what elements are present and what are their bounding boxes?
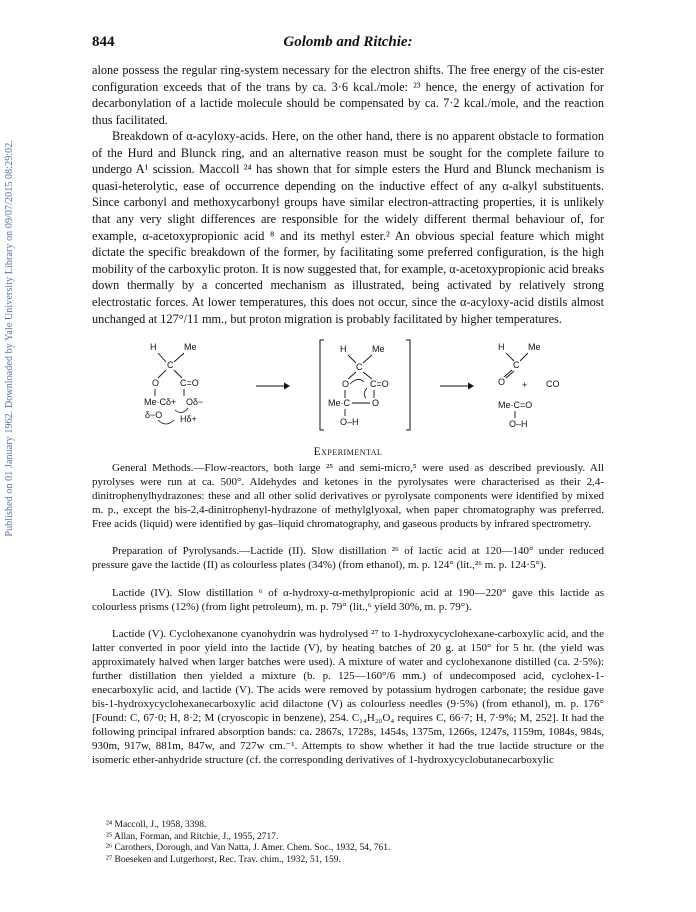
footnote-26: ²⁶ Carothers, Dorough, and Van Natta, J. Amer. Chem. Soc., 1932, 54, 761. [106,843,391,854]
scheme-right-mec: Me·C=O [498,400,533,410]
download-watermark: Published on 01 January 1962. Downloaded by Yale University Library on 09/07/2015 08:29:02. [4,140,15,537]
scheme-left-co: C=O [180,378,199,388]
scheme-right-plus: + [522,380,528,390]
scheme-left-me: Me [184,342,197,352]
scheme-mid-co: C=O [370,379,389,389]
scheme-mid-c: C [356,362,363,372]
scheme-mid-h: H [340,344,347,354]
footnote-24: ²⁴ Maccoll, J., 1958, 3398. [106,820,207,830]
scheme-right-o: O [498,377,506,387]
paragraph-lactide-iv: Lactide (IV). Slow distillation ⁶ of α-hydroxy-α-methylpropionic acid at 190—220° gave this lactide as colourless prisms (12%) (from light petroleum), m. p. 79° (lit.,⁶ yield 30%, m. p. 79°). [92,587,604,613]
footnotes [106,820,604,866]
scheme-left-structure [144,342,203,424]
scheme-right-c: C [513,360,520,370]
running-title: Golomb and Ritchie: [283,34,413,50]
scheme-left-delta-o: δ−O [145,410,163,420]
footnote-27: ²⁷ Boeseken and Lutgerhorst, Rec. Trav. chim., 1932, 51, 159. [106,854,341,865]
paragraph-acyloxy-acids: Breakdown of α-acyloxy-acids. Here, on the other hand, there is no apparent obstacle to formation of the Hurd and Blunck ring, and an alternative reason must be sought for the complete failure to undergo A¹ scission. Maccoll ²⁴ has shown that for simple esters the Hurd and Blunck mechanism is quasi-heterolytic, ease of occurrence depending on the inductive effect of any α-alkyl substituents. Since carbonyl and methoxycarbonyl groups have similar electron-attracting properties, it is unlikely that any very slight differences are responsible for the widely different thermal behaviour of, for example, α-acetoxypropionic acid ⁸ and its methyl ester.² An obvious special feature which might dictate the specific breakdown of the former, by facilitating some preferred configuration, is the high mobility of the carboxylic proton. It is now suggested that, for example, α-acetoxypropionic acid breaks down thermally by a concerted mechanism as illustrated, being activated by relatively strong electrostatic forces. At lower temperatures, this does not occur, since the α-acyloxy-acid distils almost unchanged at 127°/11 mm., but proton migration is probably facilitated by higher temperatures. [92,129,604,326]
paragraph-lactide-ii: Preparation of Pyrolysands.—Lactide (II). Slow distillation ²⁶ of lactic acid at 120—140° under reduced pressure gave the lactide (II) as colourless plates (34%) (from ethanol), m. p. 124° (lit.,²⁶ m. p. 124·5°). [92,545,604,571]
scheme-left-h-plus: Hδ+ [180,414,197,424]
scheme-left-mec: Me·Cδ+ [144,397,177,407]
scheme-mid-o: O [342,379,350,389]
scheme-left-o: O [152,378,160,388]
page-header [92,34,604,54]
scheme-right-structure [498,342,560,429]
paragraph-cis-ester: alone possess the regular ring-system necessary for the electron shifts. The free energy of the cis-ester configuration exceeds that of the trans by ca. 3·6 kcal./mole: ²³ hence, the energy of activation for decarbonylation of a lactide molecule should be compensated by ca. 7·2 kcal./mole, and the reaction thus facilitated. [92,63,604,127]
scheme-right-h: H [498,342,505,352]
scheme-mid-mec: Me·C [328,398,350,408]
scheme-mid-o2: O [372,398,380,408]
scheme-middle-structure [320,340,410,430]
scheme-mid-oh: O–H [340,417,359,427]
paragraph-general-methods: General Methods.—Flow-reactors, both large ²⁵ and semi-micro,⁵ were used as described previously. All pyrolyses were run at ca. 500°. Aldehydes and ketones in the pyrolysates were characterised as their 2,4-dinitrophenylhydrazones: these and all other solid derivatives or pyrolysate components were identified by mixed m. p., except the bis-2,4-dinitrophenyl-hydrazone of methylglyoxal, when paper chromatography was preferred. Free acids (liquid) were identified by gas–liquid chromatography, and gaseous products by infrared spectrometry. [92,462,604,530]
paragraph-lactide-v: Lactide (V). Cyclohexanone cyanohydrin was hydrolysed ²⁷ to 1-hydroxycyclohexane-carboxylic acid, and the latter converted in poor yield into the lactide (V), by heating batches of 20 g. at 150° for 5 hr. (the yield was approximately halved when larger batches were used). A mixture of water and cyclohexanone distilled (ca. 2·5%): further distillation then yielded a mixture (b. p. 125—160°/6 mm.) of undecomposed acid, cyclohex-1-enecarboxylic acid, and lactide (V). The acids were removed by potassium hydrogen carbonate; the residue gave bis-1-hydroxycyclohexanecarboxylic acid dilactone (V) as colourless needles (9·5%) (from ethanol), m. p. 176° [Found: C, 67·0; H, 8·2; M (cryoscopic in benzene), 254. C₁₄H₂₀O₄ requires C, 66·7; H, 7·9%; M, 252]. It had the following principal infrared absorption bands: ca. 2867s, 1728s, 1454s, 1375m, 1266s, 1247s, 1159m, 1084s, 984s, 930m, 917w, 881m, 847w, and 727w cm.⁻¹. Attempts to show whether it had the true lactide structure or the isomeric ether-anhydride structure (cf. the corresponding derivatives of 1-hydroxycyclobutanecarboxylic [92,628,604,766]
scheme-mid-me: Me [372,344,385,354]
page-number: 844 [92,34,115,50]
scheme-left-o-minus: Oδ− [186,397,204,407]
section-heading: Experimental [313,446,383,458]
scheme-right-oh: O–H [509,419,528,429]
reaction-scheme [144,336,584,436]
scheme-right-me: Me [528,342,541,352]
scheme-arrowhead-1 [284,383,290,390]
scheme-arrowhead-2 [468,383,474,390]
footnote-25: ²⁵ Allan, Forman, and Ritchie, J., 1955, 2717. [106,831,279,842]
scheme-left-h: H [150,342,157,352]
scheme-right-co: CO [546,379,560,389]
scheme-left-c: C [167,360,174,370]
